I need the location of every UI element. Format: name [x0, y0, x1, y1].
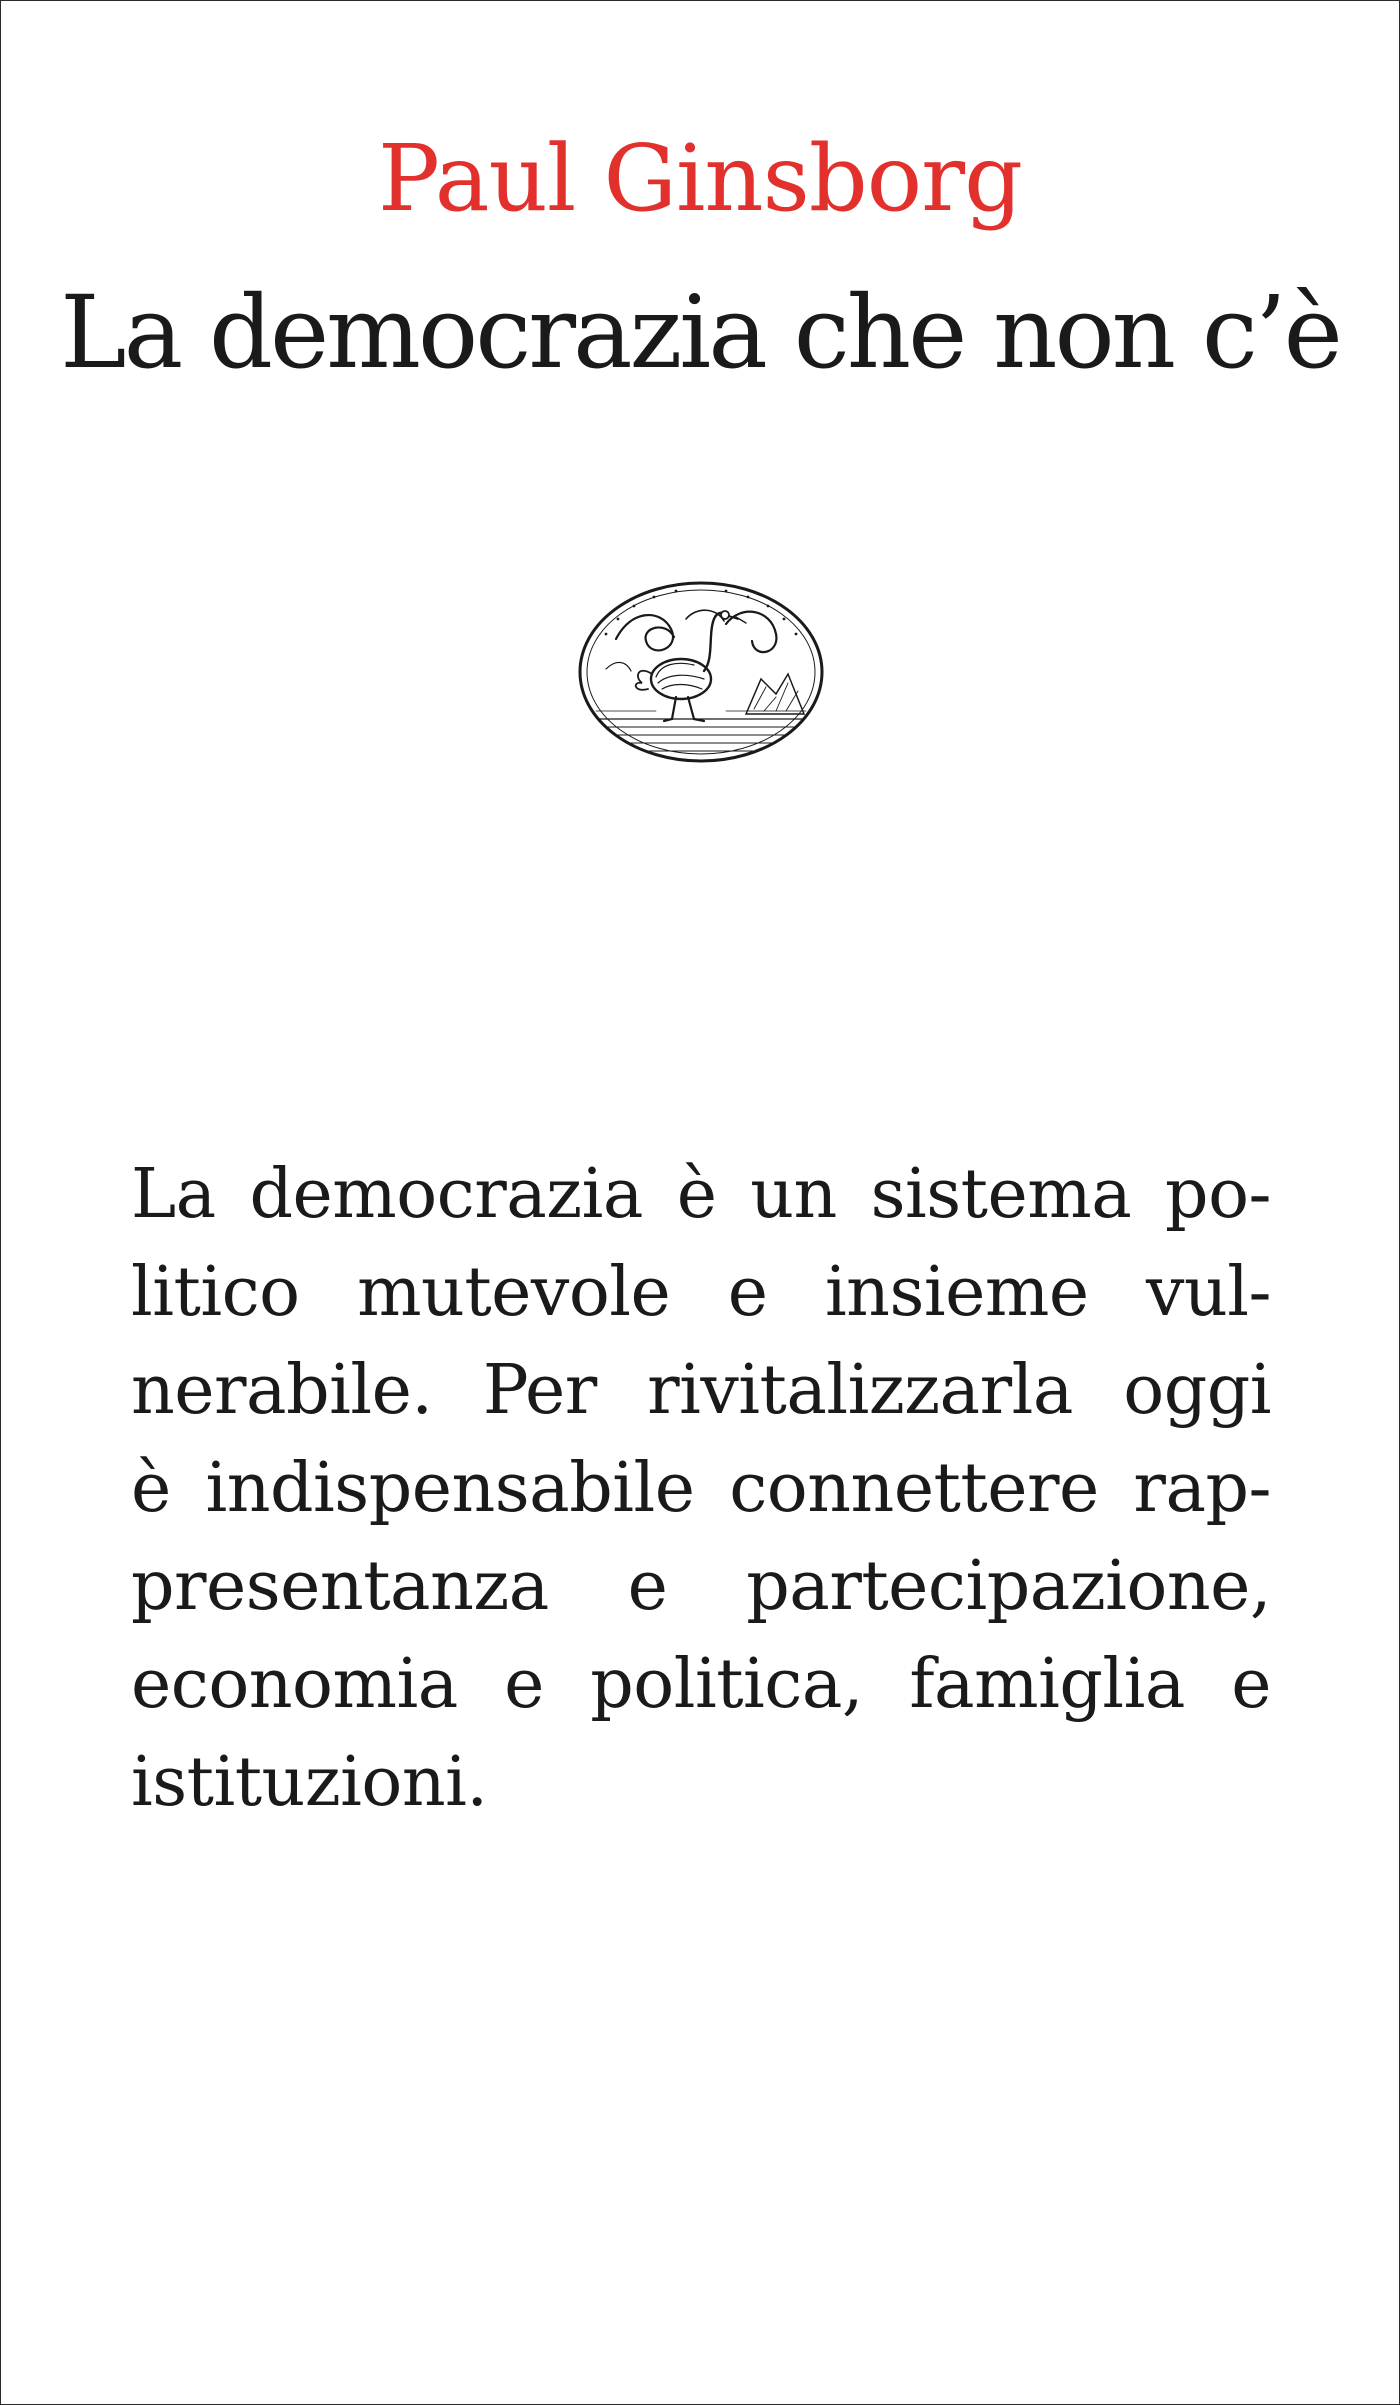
author-name: Paul Ginsborg — [377, 125, 1023, 232]
back-cover-blurb — [131, 1146, 1271, 1832]
blurb-line: nerabile. Per rivitalizzarla oggi — [131, 1351, 1271, 1430]
blurb-line: litico mutevole e insieme vul- — [131, 1253, 1271, 1332]
blurb-line: La democrazia è un sistema po- — [131, 1155, 1271, 1234]
blurb-line: è indispensabile connettere rap- — [131, 1449, 1271, 1528]
blurb-line: presentanza e partecipazione, — [131, 1547, 1271, 1626]
einaudi-ostrich-emblem-icon — [576, 579, 826, 765]
blurb-line: istituzioni. — [131, 1743, 488, 1822]
blurb-line: economia e politica, famiglia e — [131, 1645, 1271, 1724]
book-title: La democrazia che non c’è — [60, 274, 1340, 391]
